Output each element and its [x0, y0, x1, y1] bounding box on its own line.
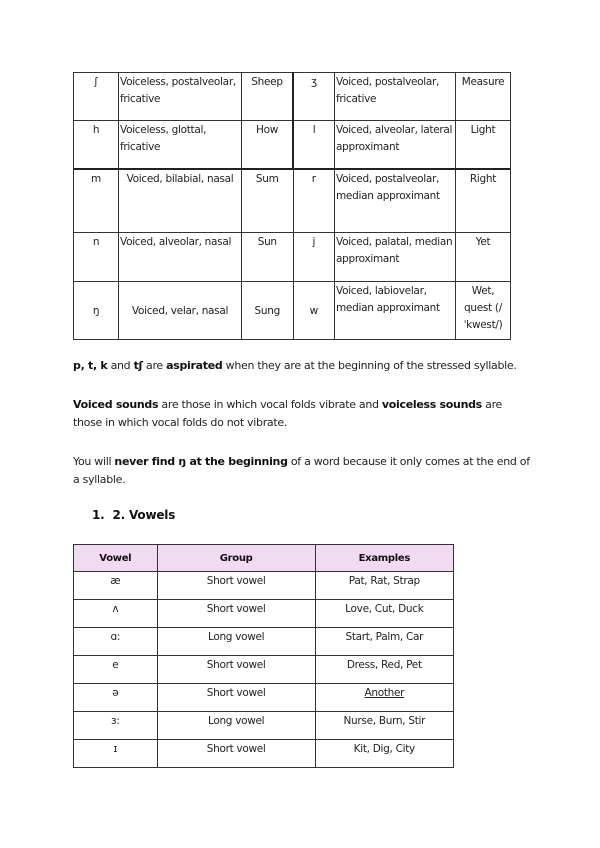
vowel-symbol: ɑ:: [74, 628, 158, 656]
phoneme-symbol: h: [74, 121, 119, 170]
phoneme-description: Voiceless, postalveolar, fricative: [119, 73, 242, 121]
phoneme-symbol: ʒ: [293, 73, 335, 121]
vowel-examples: Start, Palm, Car: [315, 628, 453, 656]
table-row: [74, 282, 511, 340]
vowel-examples: Another: [315, 684, 453, 712]
vowel-examples: Nurse, Burn, Stir: [315, 712, 453, 740]
vowel-group: Short vowel: [157, 684, 315, 712]
phoneme-example: Yet: [456, 233, 511, 282]
vowel-symbol: ʌ: [74, 600, 158, 628]
bold-text: tʃ: [133, 359, 143, 372]
phoneme-description: Voiceless, glottal, fricative: [119, 121, 242, 170]
phoneme-symbol: ʃ: [74, 73, 119, 121]
phoneme-example: How: [242, 121, 294, 170]
section-title: 2. Vowels: [112, 508, 176, 522]
phoneme-symbol: l: [293, 121, 335, 170]
vowel-symbol: ə: [74, 684, 158, 712]
table-row: [74, 684, 454, 712]
table-header-row: [74, 545, 454, 572]
phoneme-example: Measure: [456, 73, 511, 121]
aspiration-paragraph: p, t, k and tʃ are aspirated when they are at the beginning of the stressed syllable.: [73, 359, 517, 372]
phoneme-description: Voiced, alveolar, lateral approximant: [335, 121, 456, 170]
table-row: [74, 656, 454, 684]
vowel-group: Short vowel: [157, 656, 315, 684]
list-number: 1.: [92, 508, 105, 522]
phoneme-symbol: n: [74, 233, 119, 282]
phoneme-example: Wet, quest (/ˈkwest/): [456, 282, 511, 340]
vowel-examples: Dress, Red, Pet: [315, 656, 453, 684]
phoneme-description: Voiced, postalveolar, fricative: [335, 73, 456, 121]
vowel-group: Short vowel: [157, 740, 315, 768]
eng-paragraph: You will never find ŋ at the beginning of a word because it only comes at the end of a syllable.: [73, 455, 530, 486]
bold-text: Voiced sounds: [73, 398, 159, 411]
phoneme-description: Voiced, labiovelar, median approximant: [335, 282, 456, 340]
consonant-table: [73, 72, 511, 340]
table-row: [74, 740, 454, 768]
vowel-group: Long vowel: [157, 712, 315, 740]
phoneme-example: Sum: [242, 169, 294, 233]
table-row: [74, 73, 511, 121]
vowel-examples: Love, Cut, Duck: [315, 600, 453, 628]
vowel-examples: Kit, Dig, City: [315, 740, 453, 768]
vowel-group: Short vowel: [157, 572, 315, 600]
vowel-symbol: æ: [74, 572, 158, 600]
vowel-symbol: ɜ:: [74, 712, 158, 740]
phoneme-description: Voiced, bilabial, nasal: [119, 169, 242, 233]
phoneme-example: Light: [456, 121, 511, 170]
phoneme-description: Voiced, alveolar, nasal: [119, 233, 242, 282]
bold-text: voiceless sounds: [381, 398, 482, 411]
vowel-group: Short vowel: [157, 600, 315, 628]
phoneme-example: Sung: [242, 282, 294, 340]
phoneme-example: Sheep: [242, 73, 294, 121]
column-header: Vowel: [74, 545, 158, 572]
vowel-table: [73, 544, 454, 768]
vowel-symbol: ɪ: [74, 740, 158, 768]
column-header: Examples: [315, 545, 453, 572]
table-row: [74, 233, 511, 282]
phoneme-example: Right: [456, 169, 511, 233]
phoneme-description: Voiced, velar, nasal: [119, 282, 242, 340]
phoneme-description: Voiced, postalveolar, median approximant: [335, 169, 456, 233]
vowel-symbol: e: [74, 656, 158, 684]
column-header: Group: [157, 545, 315, 572]
phoneme-symbol: m: [74, 169, 119, 233]
phoneme-description: Voiced, palatal, median approximant: [335, 233, 456, 282]
phoneme-symbol: ŋ: [74, 282, 119, 340]
phoneme-symbol: w: [293, 282, 335, 340]
table-row: [74, 121, 511, 170]
vowel-examples: Pat, Rat, Strap: [315, 572, 453, 600]
table-row: [74, 628, 454, 656]
bold-text: never find ŋ at the beginning: [114, 455, 288, 468]
phoneme-symbol: r: [293, 169, 335, 233]
bold-text: aspirated: [166, 359, 223, 372]
phoneme-example: Sun: [242, 233, 294, 282]
table-row: [74, 169, 511, 233]
bold-text: p, t, k: [73, 359, 108, 372]
phoneme-symbol: j: [293, 233, 335, 282]
voicing-paragraph: Voiced sounds are those in which vocal folds vibrate and voiceless sounds are those in which vocal folds do not vibrate.: [73, 398, 503, 429]
vowel-group: Long vowel: [157, 628, 315, 656]
table-row: [74, 712, 454, 740]
table-row: [74, 600, 454, 628]
section-heading: [92, 508, 175, 522]
table-row: [74, 572, 454, 600]
